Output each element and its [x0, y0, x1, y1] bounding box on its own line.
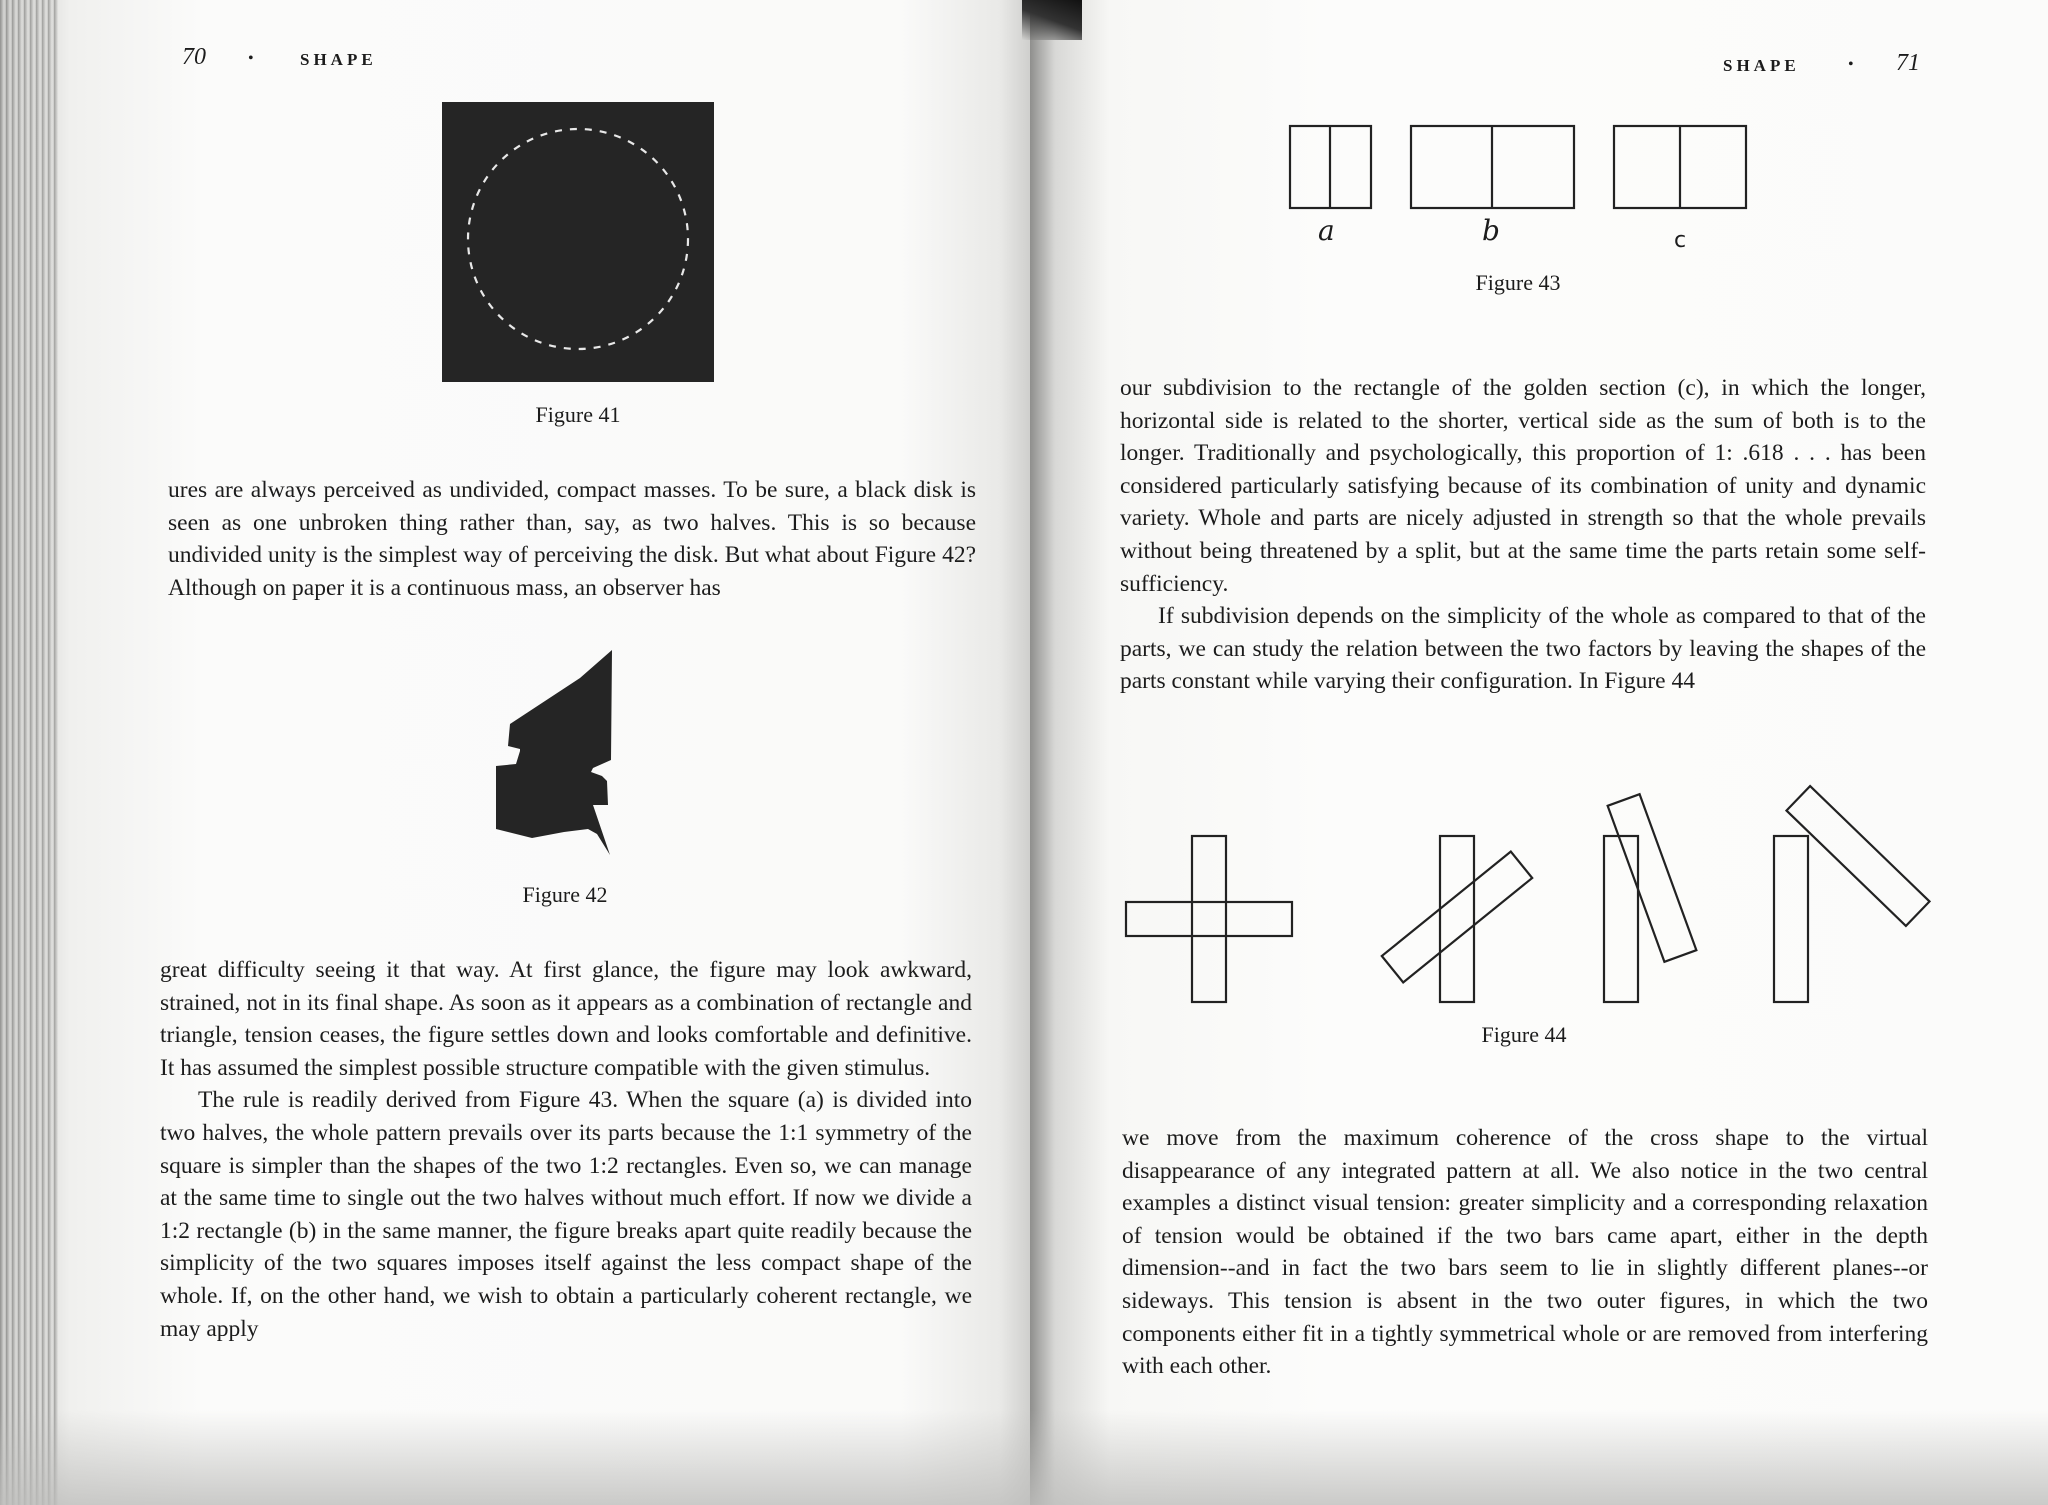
figure-43-rectangles — [1288, 124, 1748, 208]
figure-44-caption: Figure 44 — [1481, 1022, 1567, 1047]
figure-43-caption: Figure 43 — [1475, 270, 1561, 295]
figure-44-third-vertical-bar — [1604, 836, 1638, 1002]
figure-43-label-c: c — [1674, 228, 1687, 253]
right-paragraph-1-text: our subdivision to the rectangle of the golden section (c), in which the longer, horizontal side is related to the shorter, vertical side as the sum of both is to the longer. Traditionally and psychologically, this proportion of 1: .618 . . . has been considered particularly satisfying because of its combination of unity and dynamic variety. Whole and parts are nicely adjusted in strength so that the whole prevails without being threatened by a split, but at the same time the parts retain some self-sufficiency. — [1120, 375, 1926, 597]
header-bullet-left: • — [248, 50, 254, 67]
figure-44-second-diagonal-bar — [1382, 852, 1532, 983]
figure-41-black-square-with-disk — [442, 102, 714, 382]
running-head-right: SHAPE — [1723, 56, 1800, 75]
figure-44-cross-horizontal-bar — [1126, 902, 1292, 936]
left-paragraphs-2-3 — [160, 954, 972, 1345]
header-bullet-right: • — [1848, 56, 1854, 73]
left-paragraph-1-text: ures are always perceived as undivided, compact masses. To be sure, a black disk is seen as one unbroken thing rather than, say, as two halves. This is so because undivided unity is the simplest way of perceiving the disk. But what about Figure 42? Although on paper it is a continuous mass, an observer has — [168, 477, 976, 601]
right-paragraph-2-text: If subdivision depends on the simplicity of the whole as compared to that of the parts, we can study the relation between the two factors by leaving the shapes of the parts constant while varying their configuration. In Figure 44 — [1120, 603, 1926, 695]
figure-41-caption: Figure 41 — [535, 402, 621, 427]
page-number-left: 70 — [182, 44, 206, 70]
figure-42-caption: Figure 42 — [522, 882, 608, 907]
page-number-right: 71 — [1896, 50, 1920, 76]
right-paragraphs-1-2 — [1120, 372, 1926, 698]
figure-42-shape — [496, 650, 612, 855]
figure-44-fourth-vertical-bar — [1774, 836, 1808, 1002]
right-paragraph-3-text: we move from the maximum coherence of the cross shape to the virtual disappearance of any integrated pattern at all. We also notice in the two central examples a distinct visual tension: greater simplicity and a corresponding relaxation of tension would be obtained if the two bars came apart, either in the depth dimension--and in fact the two bars seem to lie in slightly different planes--or sideways. This tension is absent in the two outer figures, in which the two components either fit in a tightly symmetrical whole or are removed from interfering with each other. — [1122, 1125, 1928, 1380]
left-paragraph-1 — [168, 474, 976, 604]
figure-44-bar-pairs — [1122, 768, 1922, 1004]
left-paragraph-3-text: The rule is readily derived from Figure 43. When the square (a) is divided into two halves, the whole pattern prevails over its parts because the 1:1 symmetry of the square is simpler than the shapes of the two 1:2 rectangles. Even so, we can manage at the same time to single out the two halves without much effort. If now we divide a 1:2 rectangle (b) in the same manner, the figure breaks apart quite readily because the simplicity of the two squares imposes itself against the less compact shape of the whole. If, on the other hand, we wish to obtain a particularly coherent rectangle, we may apply — [160, 1087, 972, 1342]
page-edges — [0, 0, 58, 1505]
left-paragraph-2-text: great difficulty seeing it that way. At first glance, the figure may look awkward, strained, not in its final shape. As soon as it appears as a combination of rectangle and triangle, tension ceases, the figure settles down and looks comfortable and definitive. It has assumed the simplest possible structure compatible with the given stimulus. — [160, 957, 972, 1081]
figure-41-square — [442, 102, 714, 382]
figure-44-third-tilted-bar — [1608, 794, 1697, 962]
figure-42-rectangle-triangle-shape — [490, 648, 650, 858]
figure-44-second-vertical-bar — [1440, 836, 1474, 1002]
figure-43-label-b: b — [1482, 214, 1500, 247]
gutter-shadow — [1022, 0, 1082, 40]
figure-43-label-a: a — [1318, 214, 1335, 247]
running-head-left: SHAPE — [300, 50, 377, 69]
right-paragraph-3 — [1122, 1122, 1928, 1383]
bottom-shade — [0, 1410, 2048, 1505]
figure-44-cross-vertical-bar — [1192, 836, 1226, 1002]
